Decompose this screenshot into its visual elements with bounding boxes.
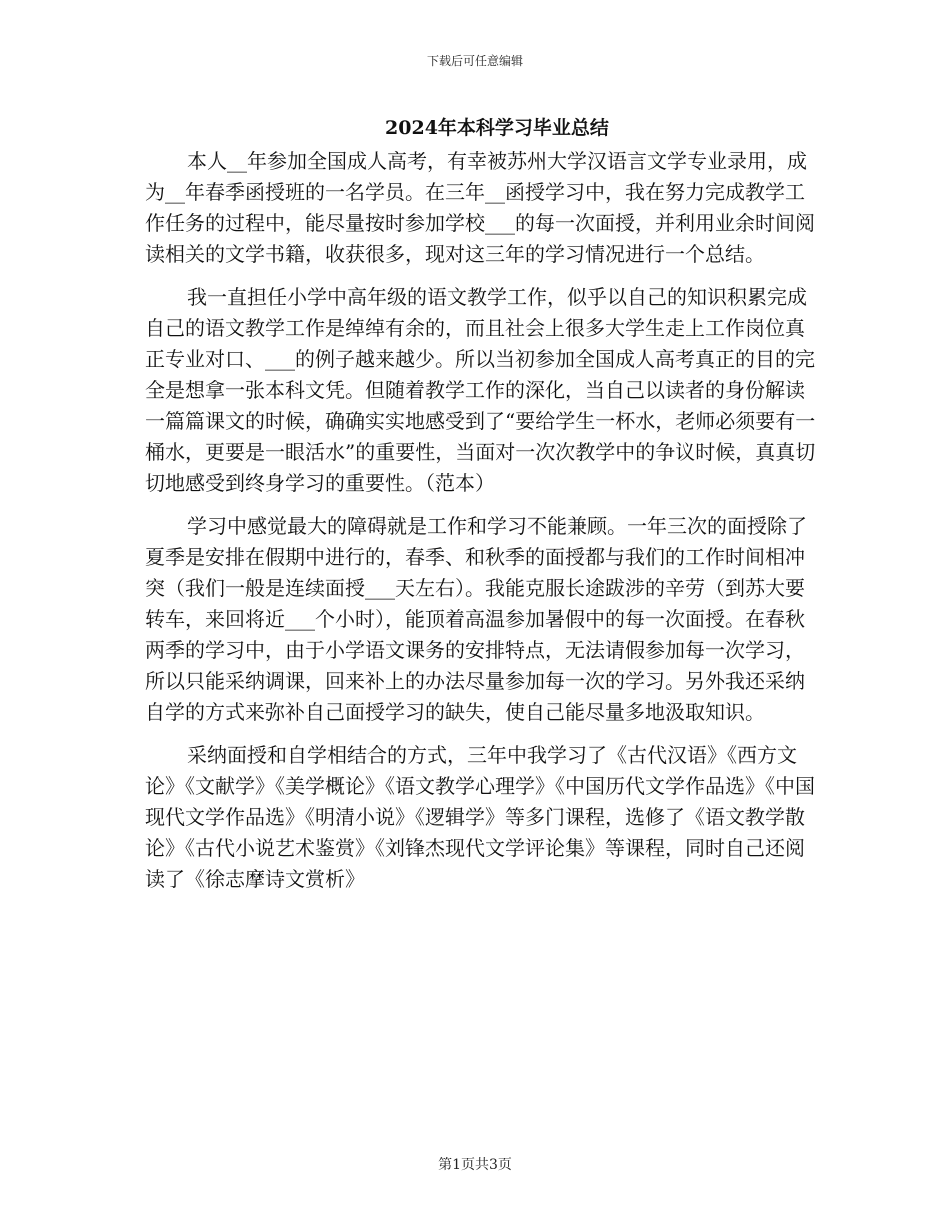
paragraph-1: 本人__年参加全国成人高考，有幸被苏州大学汉语言文学专业录用，成为__年春季函授班的一名学员。在三年__函授学习中，我在努力完成教学工作任务的过程中，能尽量按时参加学校___的每一次面授，并利用业余时间阅读相关的文学书籍，收获很多，现对这三年的学习情况进行一个总结。 — [145, 149, 815, 266]
page-footer: 第1页共3页 — [438, 1157, 512, 1173]
paragraph-3: 学习中感觉最大的障碍就是工作和学习不能兼顾。一年三次的面授除了夏季是安排在假期中进行的，春季、和秋季的面授都与我们的工作时间相冲突（我们一般是连续面授___天左右）。我能克服长途跋涉的辛劳（到苏大要转车，来回将近___个小时），能顶着高温参加暑假中的每一次面授。在春秋两季的学习中，由于小学语文课务的安排特点，无法请假参加每一次学习，所以只能采纳调课，回来补上的办法尽量参加每一次的学习。另外我还采纳自学的方式来弥补自己面授学习的缺失，使自己能尽量多地汲取知识。 — [145, 514, 807, 724]
document-body — [145, 146, 820, 895]
page-header: 下载后可任意编辑 — [426, 54, 523, 68]
paragraph-4: 采纳面授和自学相结合的方式，三年中我学习了《古代汉语》《西方文论》《文献学》《美学概论》《语文教学心理学》《中国历代文学作品选》《中国现代文学作品选》《明清小说》《逻辑学》等多门课程，选修了《语文教学散论》《古代小说艺术鉴赏》《刘锋杰现代文学评论集》等课程，同时自己还阅读了《徐志摩诗文赏析》 — [145, 743, 815, 891]
paragraph-2: 我一直担任小学中高年级的语文教学工作，似乎以自己的知识积累完成自己的语文教学工作是绰绰有余的，而且社会上很多大学生走上工作岗位真正专业对口、___的例子越来越少。所以当初参加全国成人高考真正的目的完全是想拿一张本科文凭。但随着教学工作的深化，当自己以读者的身份解读一篇篇课文的时候，确确实实地感受到了“要给学生一杯水，老师必须要有一桶水，更要是一眼活水”的重要性，当面对一次次教学中的争议时候，真真切切地感受到终身学习的重要性。（范本） — [145, 285, 816, 495]
document-title: 2024年本科学习毕业总结 — [385, 117, 609, 139]
